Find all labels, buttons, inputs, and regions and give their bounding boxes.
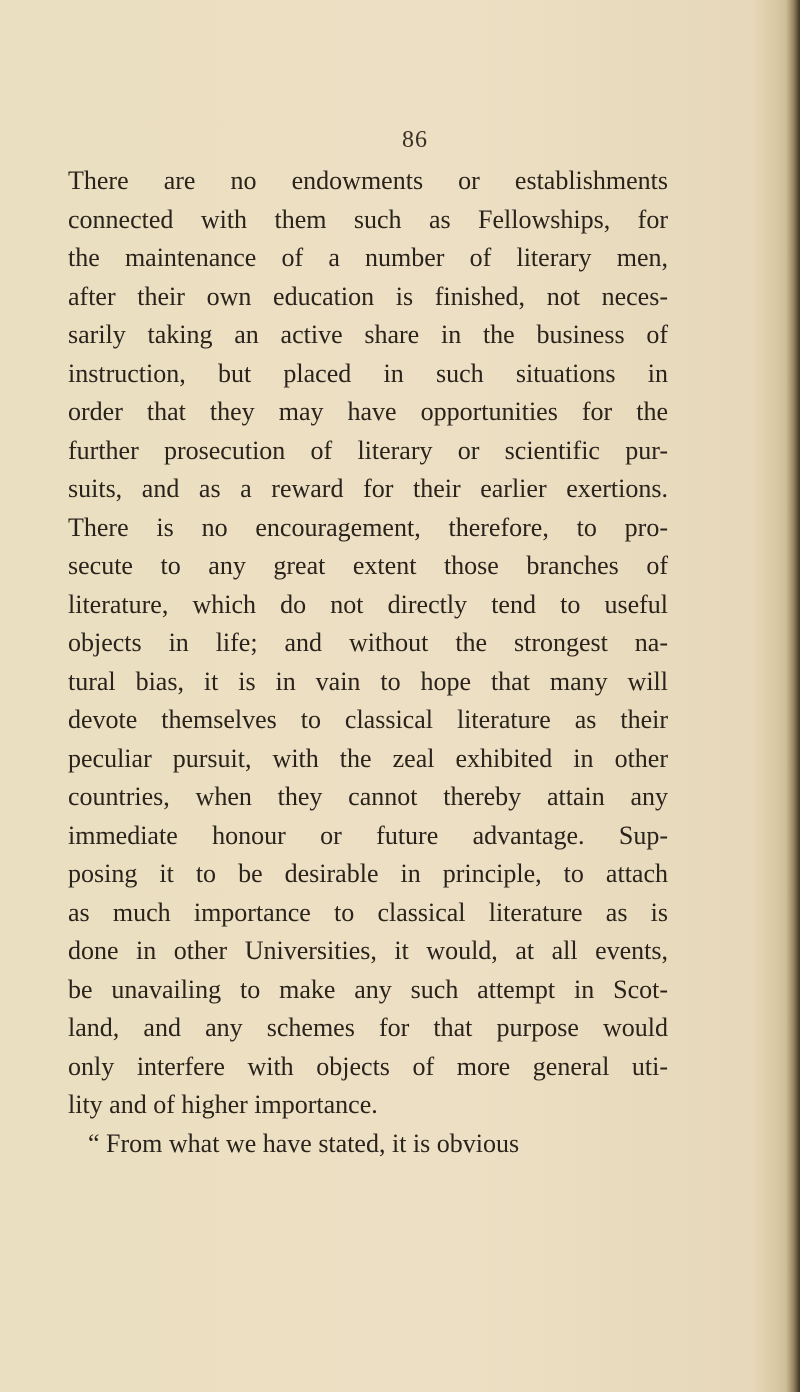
text-line: secute to any great extent those branches of [68,551,668,580]
text-line: instruction, but placed in such situations in [68,358,668,388]
text-line: peculiar pursuit, with the zeal exhibited in other [68,743,668,773]
text-line: as much importance to classical literature as is [68,897,668,927]
text-line: objects in life; and without the strongest na- [68,628,668,657]
text-line: further prosecution of literary or scientific pur- [68,435,668,465]
text-line: after their own education is finished, not neces- [68,281,668,311]
text-line: literature, which do not directly tend to useful [68,589,668,619]
text-line: done in other Universities, it would, at all events, [68,936,668,965]
page-number: 86 [402,127,428,153]
text-line: lity and of higher importance. [68,1090,378,1119]
text-line: sarily taking an active share in the business of [68,320,668,349]
text-line: be unavailing to make any such attempt in Scot- [68,974,668,1004]
text-line: “ From what we have stated, it is obvious [88,1128,520,1158]
page-edge-shadow [786,0,800,1392]
text-line: There are no endowments or establishments [68,166,668,195]
text-line: posing it to be desirable in principle, to attach [68,859,668,888]
text-line: connected with them such as Fellowships, for [68,204,668,234]
text-line: There is no encouragement, therefore, to pro- [68,512,668,542]
body-text [68,162,668,1163]
text-line: tural bias, it is in vain to hope that many will [68,666,668,696]
text-line: countries, when they cannot thereby attain any [68,782,668,811]
text-line: order that they may have opportunities for the [68,397,668,426]
text-line: suits, and as a reward for their earlier exertions. [68,474,668,503]
text-line: the maintenance of a number of literary men, [68,243,668,272]
text-line: immediate honour or future advantage. Sup- [68,820,668,850]
text-line: only interfere with objects of more general uti- [68,1051,668,1081]
text-line: devote themselves to classical literature as their [68,705,668,734]
text-line: land, and any schemes for that purpose would [68,1013,668,1042]
